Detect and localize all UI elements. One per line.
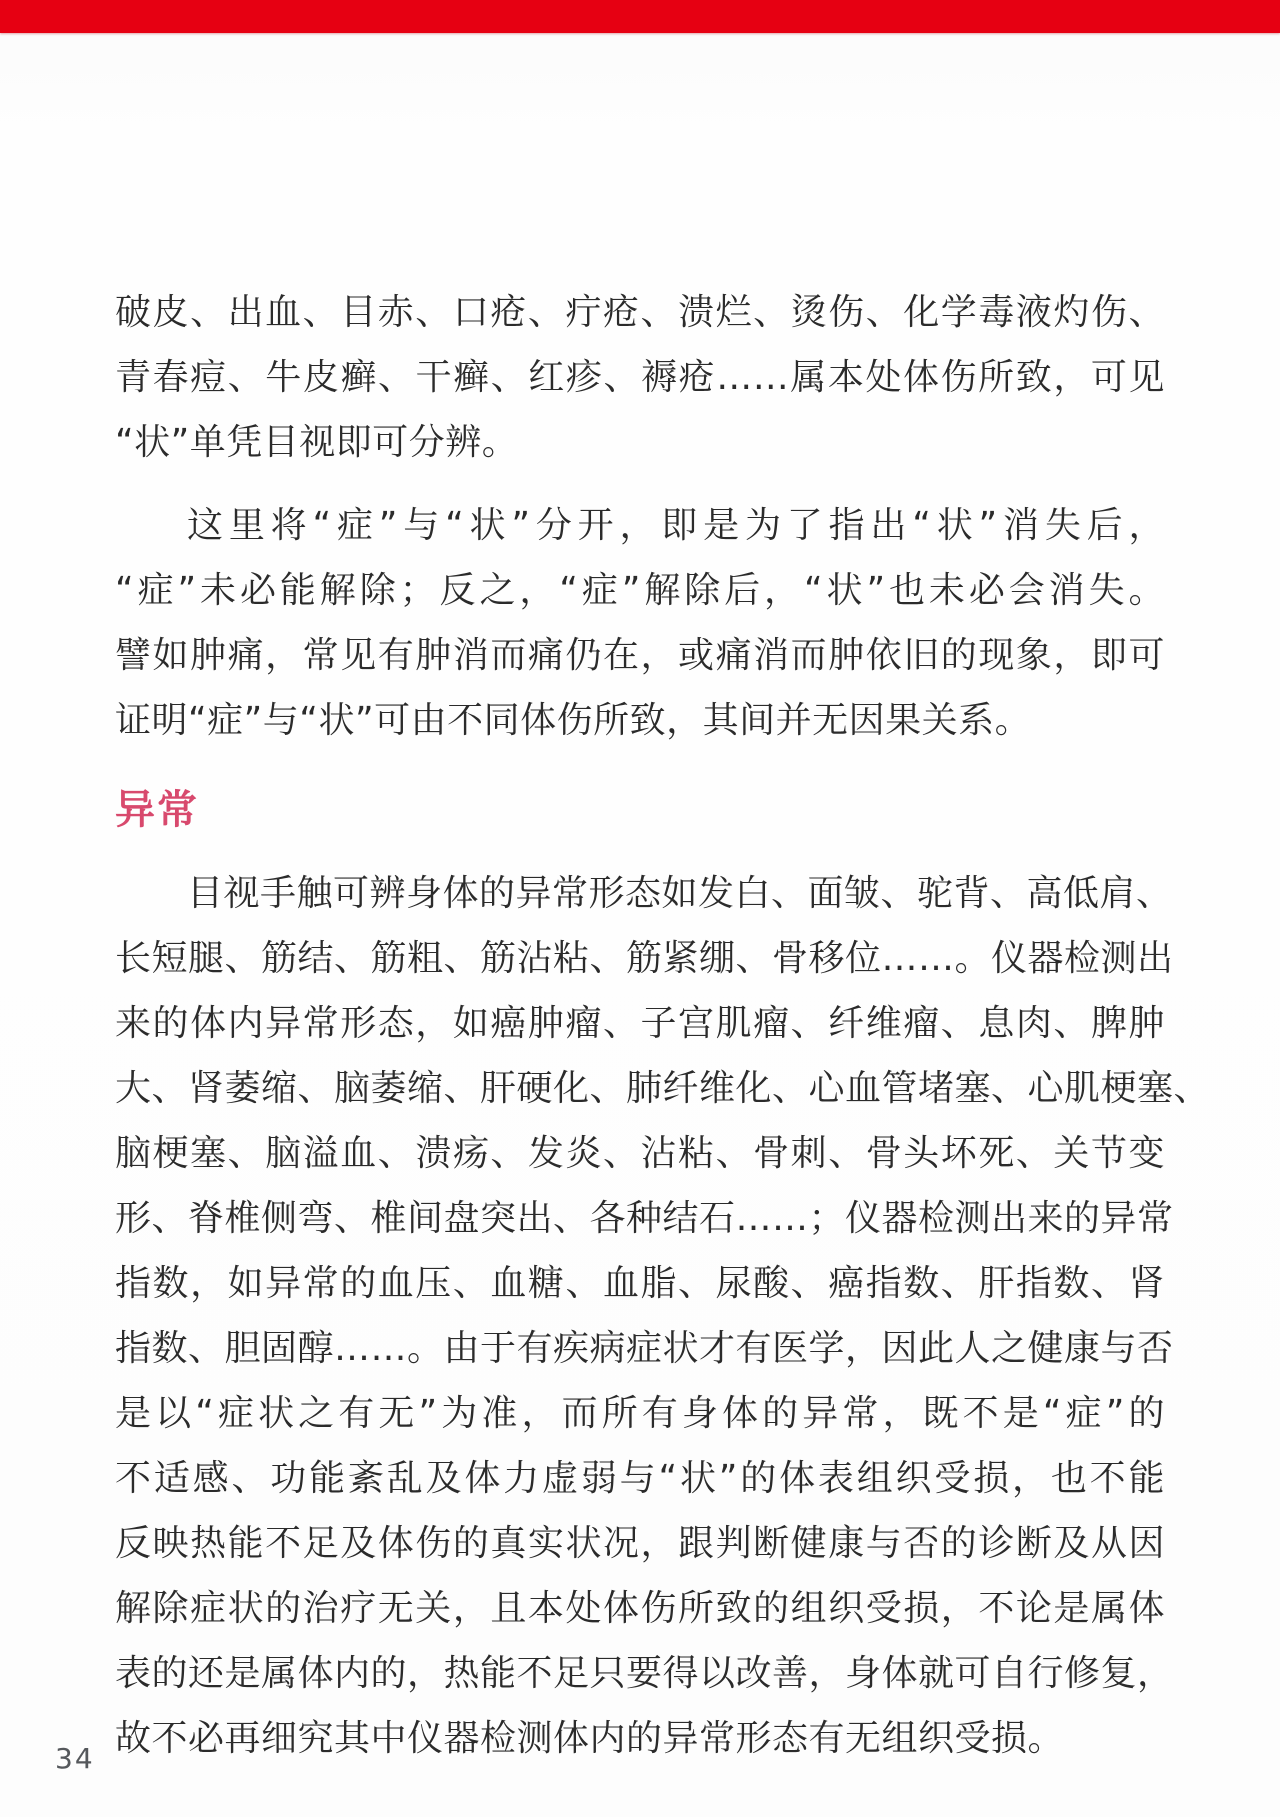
- text-line: 故不必再细究其中仪器检测体内的异常形态有无组织受损。: [115, 1718, 1065, 1759]
- text-line: 指数，如异常的血压、血糖、血脂、尿酸、癌指数、肝指数、肾: [115, 1263, 1165, 1304]
- text-line: “症”未必能解除；反之，“症”解除后，“状”也未必会消失。: [115, 570, 1165, 611]
- text-line: 破皮、出血、目赤、口疮、疔疮、溃烂、烫伤、化学毒液灼伤、: [115, 292, 1165, 333]
- text-line: 不适感、功能紊乱及体力虚弱与“状”的体表组织受损，也不能: [115, 1458, 1165, 1499]
- text-line: 指数、胆固醇……。由于有疾病症状才有医学，因此人之健康与否: [115, 1328, 1174, 1369]
- top-red-bar: [0, 0, 1280, 33]
- text-line: 解除症状的治疗无关，且本处体伤所致的组织受损，不论是属体: [115, 1588, 1165, 1629]
- paragraph-zheng-zhuang-distinction: [115, 493, 1165, 753]
- text-line: 来的体内异常形态，如癌肿瘤、子宫肌瘤、纤维瘤、息肉、脾肿: [115, 1003, 1165, 1044]
- page-content: [115, 33, 1211, 1771]
- text-line: 是以“症状之有无”为准，而所有身体的异常，既不是“症”的: [115, 1393, 1165, 1434]
- text-line: 目视手触可辨身体的异常形态如发白、面皱、驼背、高低肩、: [187, 873, 1173, 914]
- text-line: 青春痘、牛皮癣、干癣、红疹、褥疮……属本处体伤所致，可见: [115, 357, 1165, 398]
- text-line: 形、脊椎侧弯、椎间盘突出、各种结石……；仪器检测出来的异常: [115, 1198, 1174, 1239]
- page-number: 34: [55, 1742, 95, 1775]
- section-heading-abnormality: 异常: [115, 787, 199, 833]
- text-line: 表的还是属体内的，热能不足只要得以改善，身体就可自行修复，: [115, 1653, 1174, 1694]
- text-line: 反映热能不足及体伤的真实状况，跟判断健康与否的诊断及从因: [115, 1523, 1165, 1564]
- text-line: 脑梗塞、脑溢血、溃疡、发炎、沾粘、骨刺、骨头坏死、关节变: [115, 1133, 1165, 1174]
- paragraph-surface-injuries: [115, 280, 1165, 475]
- text-line: 大、肾萎缩、脑萎缩、肝硬化、肺纤维化、心血管堵塞、心肌梗塞、: [115, 1068, 1211, 1109]
- text-line: 长短腿、筋结、筋粗、筋沾粘、筋紧绷、骨移位……。仪器检测出: [115, 938, 1174, 979]
- paragraph-abnormality-detail: [115, 861, 1211, 1771]
- text-line: 证明“症”与“状”可由不同体伤所致，其间并无因果关系。: [115, 700, 1032, 741]
- text-line: 这里将“症”与“状”分开，即是为了指出“状”消失后，: [187, 505, 1165, 546]
- text-line: “状”单凭目视即可分辨。: [115, 422, 519, 463]
- text-line: 譬如肿痛，常见有肿消而痛仍在，或痛消而肿依旧的现象，即可: [115, 635, 1165, 676]
